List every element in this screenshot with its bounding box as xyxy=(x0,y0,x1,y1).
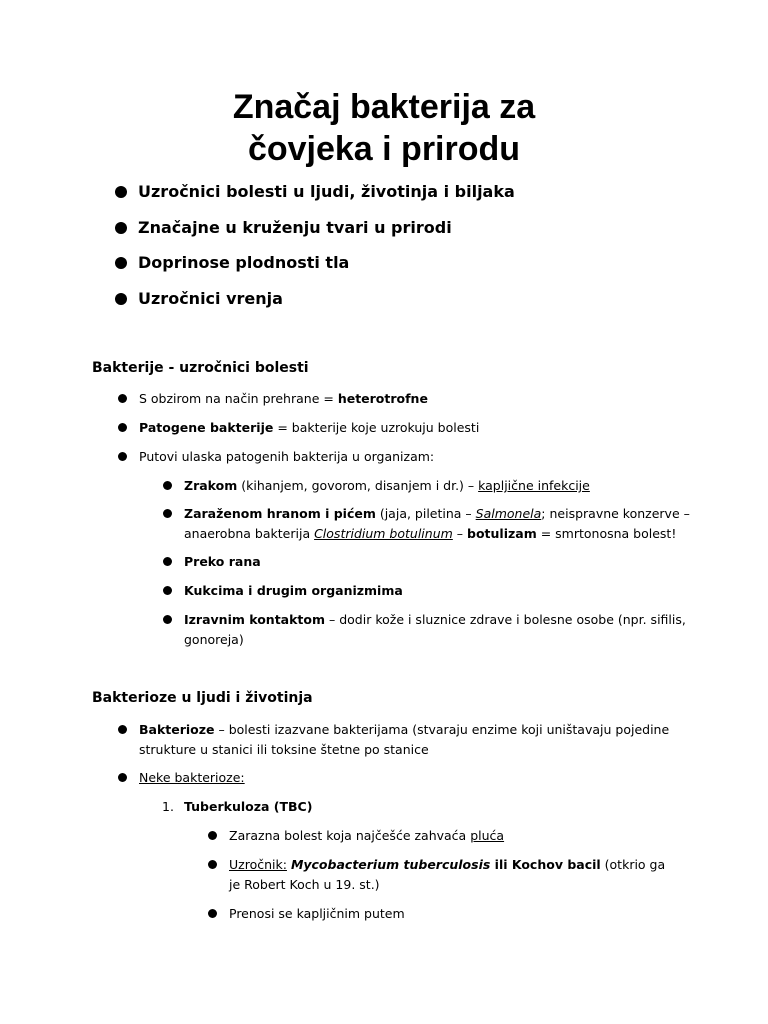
list-item: Kukcima i drugim organizmima xyxy=(162,581,692,610)
section1-list xyxy=(117,389,677,476)
intro-item: Uzročnici vrenja xyxy=(113,287,515,323)
numbered-list xyxy=(162,797,682,826)
intro-item: Doprinose plodnosti tla xyxy=(113,251,515,287)
list-item: Preko rana xyxy=(162,552,692,581)
list-item: Zaraženom hranom i pićem (jaja, piletina – Salmonela; neispravne konzerve – anaerobna bakterija Clostridium botulinum – botulizam = smrtonosna bolest! xyxy=(162,504,692,552)
list-item: Putovi ulaska patogenih bakterija u organizam: xyxy=(117,447,677,476)
intro-list xyxy=(113,180,515,322)
list-item: Izravnim kontaktom – dodir kože i sluznice zdrave i bolesne osobe (npr. sifilis, gonoreja) xyxy=(162,610,692,658)
list-item: Bakterioze – bolesti izazvane bakterijama (stvaraju enzime koji uništavaju pojedine strukture u stanici ili toksine štetne po stanice xyxy=(117,720,677,768)
page-title xyxy=(0,86,768,170)
list-item: Uzročnik: Mycobacterium tuberculosis ili Kochov bacil (otkrio ga je Robert Koch u 19. st.) xyxy=(207,855,677,904)
section2-list xyxy=(117,720,677,797)
tbc-list xyxy=(207,826,677,933)
section-heading-bolesti: Bakterije - uzročnici bolesti xyxy=(92,360,309,376)
title-line-2: čovjeka i prirodu xyxy=(247,130,521,168)
list-item: Zrakom (kihanjem, govorom, disanjem i dr.) – kapljične infekcije xyxy=(162,476,692,504)
section-heading-bakterioze: Bakterioze u ljudi i životinja xyxy=(92,690,313,706)
list-item: S obzirom na način prehrane = heterotrofne xyxy=(117,389,677,418)
list-item: Zarazna bolest koja najčešće zahvaća pluća xyxy=(207,826,677,855)
intro-item: Uzročnici bolesti u ljudi, životinja i biljaka xyxy=(113,180,515,216)
list-number: 1. xyxy=(162,799,174,814)
numbered-item: 1. Tuberkuloza (TBC) xyxy=(162,797,682,826)
list-item: Neke bakterioze: xyxy=(117,768,677,797)
list-item: Patogene bakterije = bakterije koje uzrokuju bolesti xyxy=(117,418,677,447)
title-line-1: Značaj bakterija za xyxy=(232,88,536,126)
intro-item: Značajne u kruženju tvari u prirodi xyxy=(113,216,515,252)
list-item: Prenosi se kapljičnim putem xyxy=(207,904,677,933)
section1-sublist xyxy=(162,476,692,658)
